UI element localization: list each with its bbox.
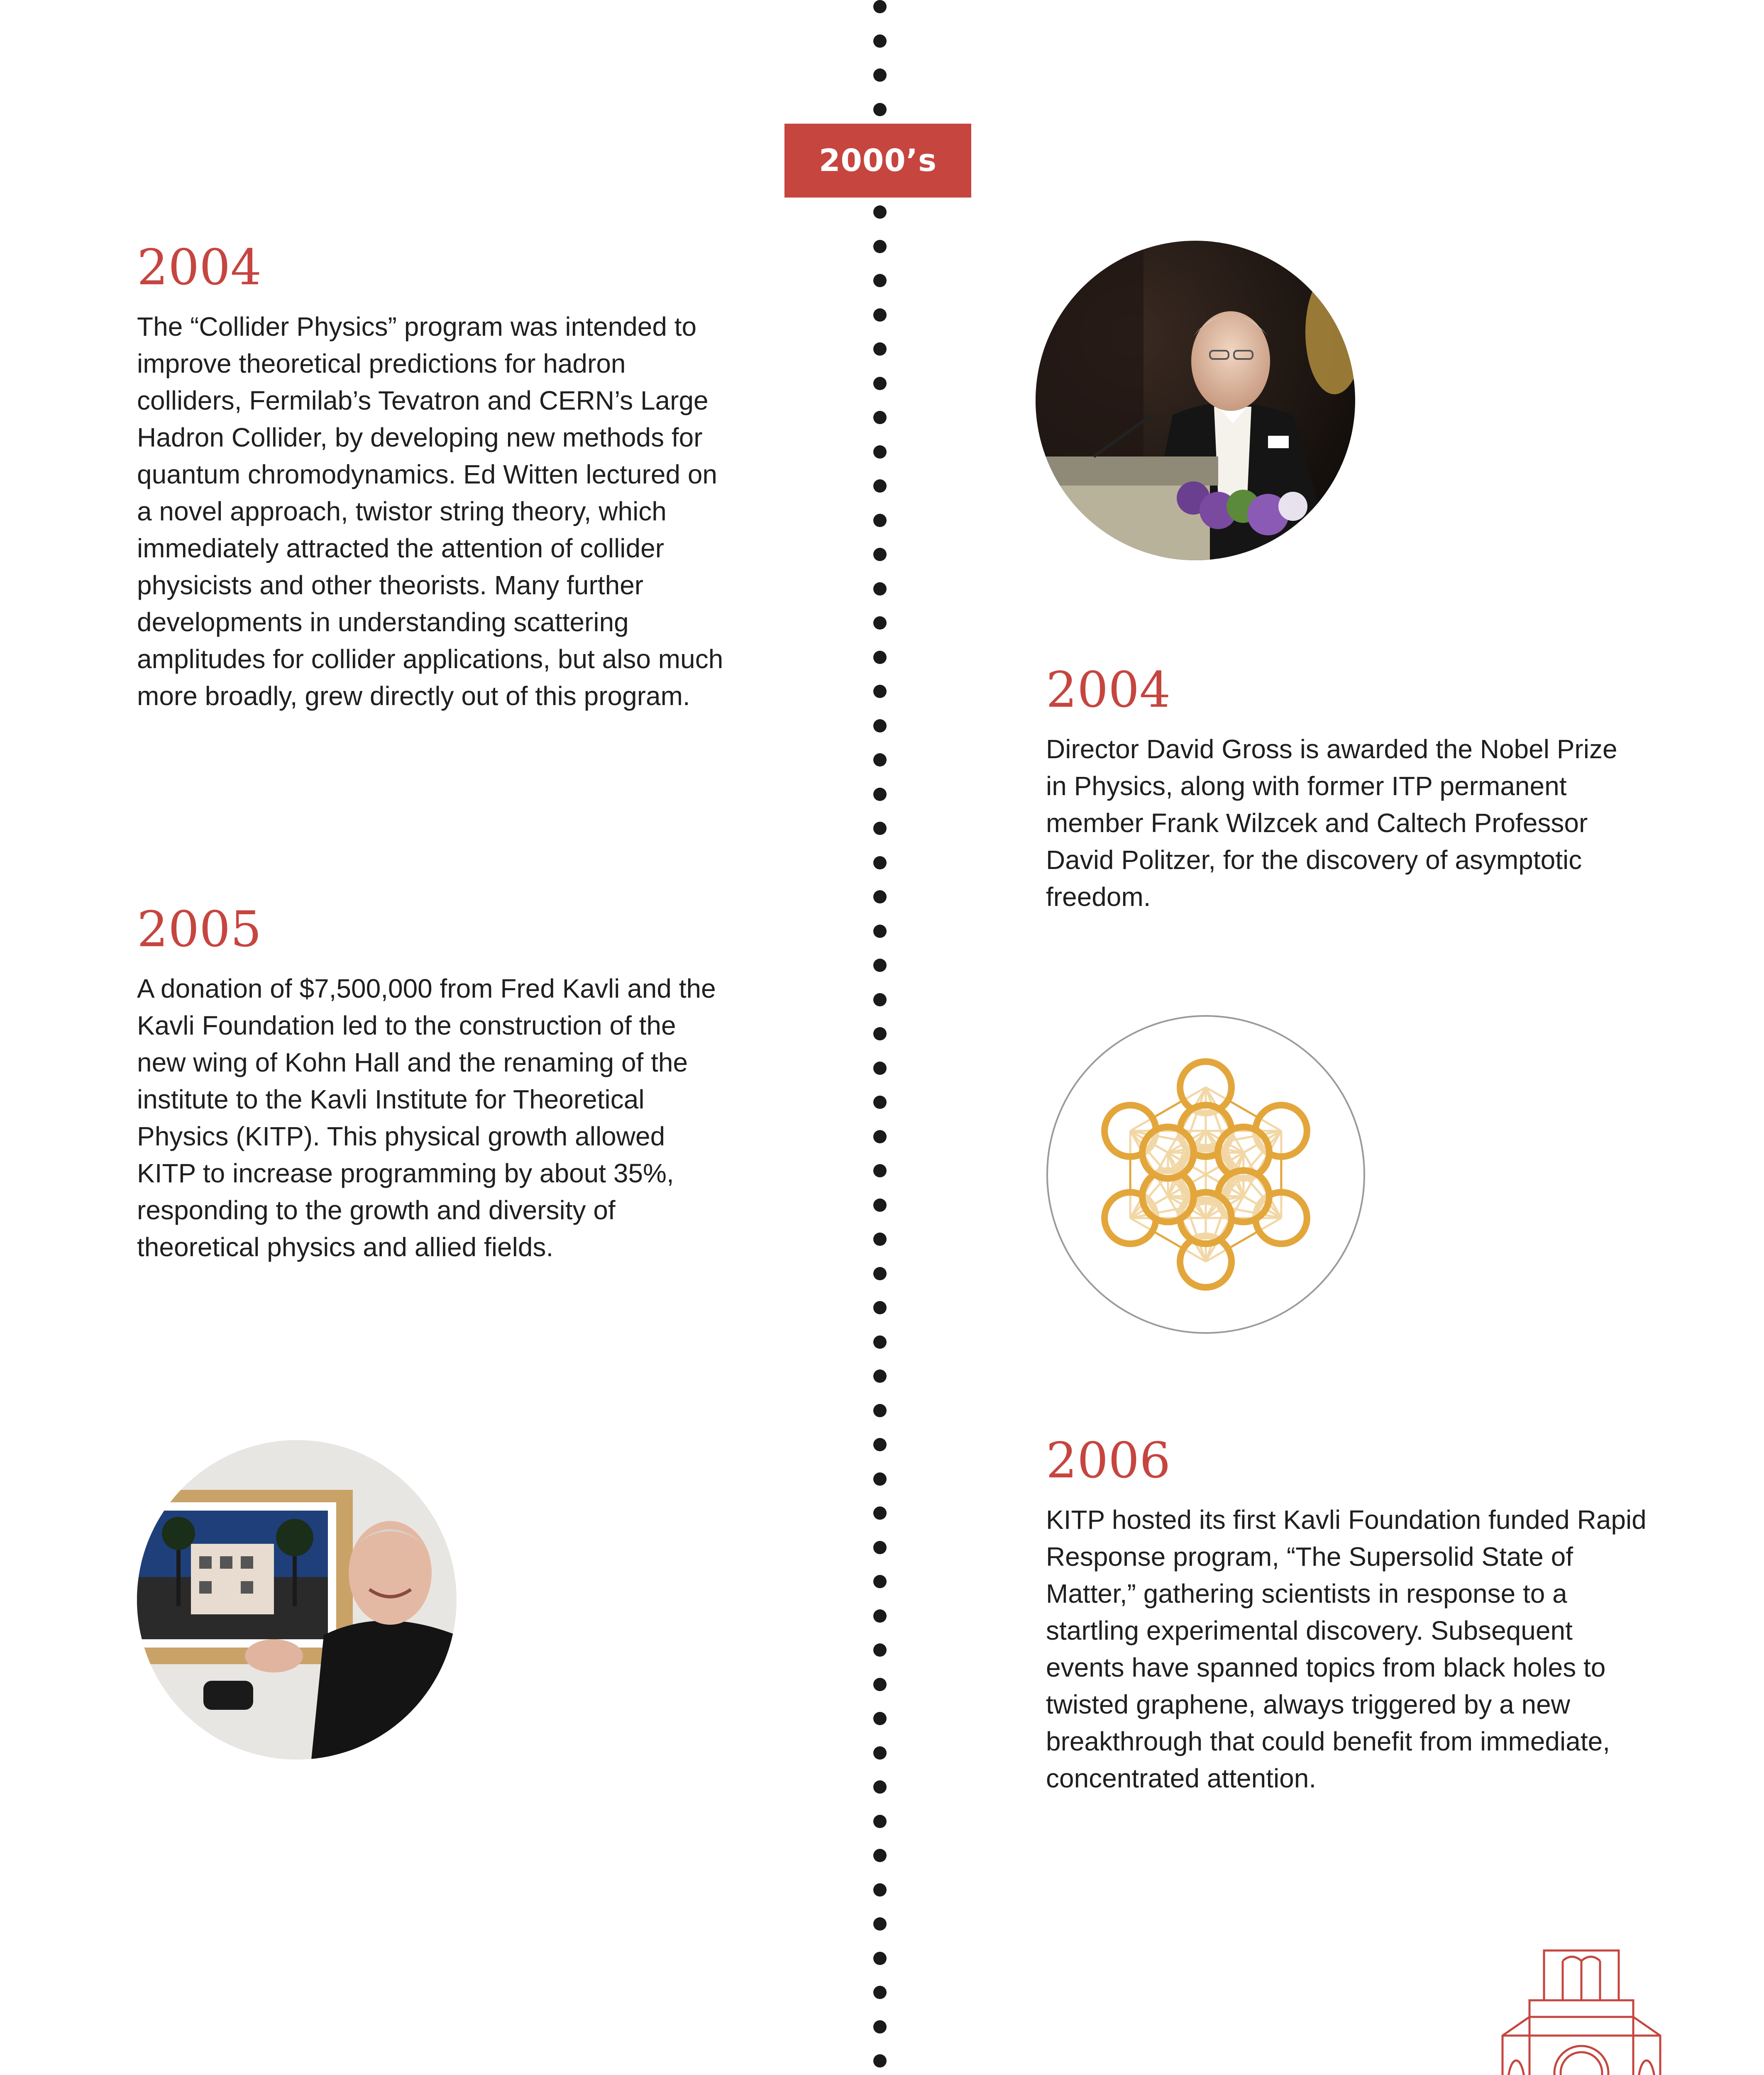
- timeline-dot: [873, 1335, 887, 1349]
- timeline-dot: [873, 445, 887, 459]
- timeline-dot: [873, 1678, 887, 1691]
- timeline-dot: [873, 1233, 887, 1246]
- timeline-entry-rapid-response: [1046, 1432, 1652, 1797]
- timeline-dot: [873, 1130, 887, 1143]
- timeline-dot: [873, 925, 887, 938]
- timeline-dot: [873, 1575, 887, 1588]
- timeline-dot: [873, 205, 887, 219]
- timeline-entry-kavli-donation: [137, 901, 726, 1266]
- timeline-dot: [873, 685, 887, 698]
- timeline-dot: [873, 890, 887, 903]
- timeline-dot: [873, 1370, 887, 1383]
- timeline-dot: [873, 68, 887, 82]
- timeline-dot: [873, 342, 887, 356]
- sacred-geometry-emblem-icon: [1046, 1015, 1366, 1334]
- timeline-dot: [873, 1986, 887, 1999]
- timeline-dot: [873, 1883, 887, 1897]
- timeline-entry-collider-physics: [137, 239, 726, 715]
- timeline-dot: [873, 753, 887, 767]
- timeline-dot: [873, 34, 887, 48]
- timeline-dot: [873, 1062, 887, 1075]
- timeline-dot: [873, 1027, 887, 1040]
- timeline-dot: [873, 582, 887, 596]
- timeline-dot: [873, 856, 887, 869]
- entry-text: A donation of $7,500,000 from Fred Kavli and the Kavli Foundation led to the construction of the new wing of Kohn Hall and the renaming of the institute to the Kavli Institute for Theoretical Physics (KITP). This physical growth allowed KITP to increase programming by about 35%, responding to the growth and diversity of theoretical physics and allied fields.: [137, 974, 716, 1262]
- nobel-lecture-photo: [1036, 241, 1355, 560]
- entry-year: 2004: [137, 239, 262, 296]
- kohn-hall-building-icon: [1500, 1948, 1662, 2075]
- timeline-dot: [873, 822, 887, 835]
- timeline-dot: [873, 479, 887, 493]
- timeline-dot: [873, 1506, 887, 1520]
- timeline-dot: [873, 514, 887, 527]
- timeline-dot: [873, 719, 887, 732]
- timeline-dot: [873, 1199, 887, 1212]
- timeline-dot: [873, 1164, 887, 1177]
- timeline-dot: [873, 788, 887, 801]
- entry-year: 2006: [1046, 1432, 1171, 1489]
- timeline-dot: [873, 103, 887, 116]
- timeline-dot: [873, 274, 887, 287]
- era-label: 2000’s: [818, 143, 937, 178]
- fred-kavli-photo: [137, 1440, 457, 1760]
- timeline-dot: [873, 377, 887, 390]
- timeline-dot: [873, 1815, 887, 1828]
- timeline-dot: [873, 1780, 887, 1794]
- timeline-dot: [873, 2054, 887, 2068]
- timeline-dot: [873, 1541, 887, 1554]
- timeline-dot: [873, 1438, 887, 1451]
- entry-year: 2004: [1046, 661, 1171, 718]
- timeline-entry-nobel-prize: [1046, 661, 1644, 915]
- timeline-dot: [873, 1746, 887, 1760]
- timeline-dot: [873, 1609, 887, 1623]
- timeline-dot: [873, 240, 887, 253]
- timeline-dot: [873, 1643, 887, 1657]
- timeline-dot: [873, 1404, 887, 1417]
- timeline-dot: [873, 1849, 887, 1862]
- timeline-dot: [873, 1712, 887, 1725]
- timeline-dot: [873, 1267, 887, 1280]
- timeline-dot: [873, 548, 887, 561]
- entry-text: KITP hosted its first Kavli Foundation funded Rapid Response program, “The Supersolid State of Matter,” gathering scientists in response to a startling experimental discovery. Subsequent events have spanned topics from black holes to twisted graphene, always triggered by a new breakthrough that could benefit from immediate, concentrated attention.: [1046, 1505, 1647, 1793]
- timeline-dot: [873, 616, 887, 630]
- entry-year: 2005: [137, 901, 262, 958]
- timeline-dot: [873, 1952, 887, 1965]
- timeline-dot: [873, 2020, 887, 2034]
- timeline-dot: [873, 651, 887, 664]
- timeline-dot: [873, 0, 887, 13]
- timeline-dot: [873, 1301, 887, 1314]
- timeline-dot: [873, 1472, 887, 1486]
- timeline-dot: [873, 308, 887, 322]
- era-badge: [784, 124, 971, 198]
- timeline-dot: [873, 993, 887, 1006]
- timeline-dot: [873, 1096, 887, 1109]
- entry-text: The “Collider Physics” program was intended to improve theoretical predictions for hadron colliders, Fermilab’s Tevatron and CERN’s Large Hadron Collider, by developing new methods for quantum chromodynamics. Ed Witten lectured on a novel approach, twistor string theory, which immediately attracted the attention of collider physicists and other theorists. Many further developments in understanding scattering amplitudes for collider applications, but also much more broadly, grew directly out of this program.: [137, 312, 723, 711]
- entry-text: Director David Gross is awarded the Nobel Prize in Physics, along with former ITP permanent member Frank Wilzcek and Caltech Professor David Politzer, for the discovery of asymptotic freedom.: [1046, 734, 1617, 912]
- timeline-dot: [873, 411, 887, 424]
- timeline-dot: [873, 1917, 887, 1931]
- timeline-dot: [873, 959, 887, 972]
